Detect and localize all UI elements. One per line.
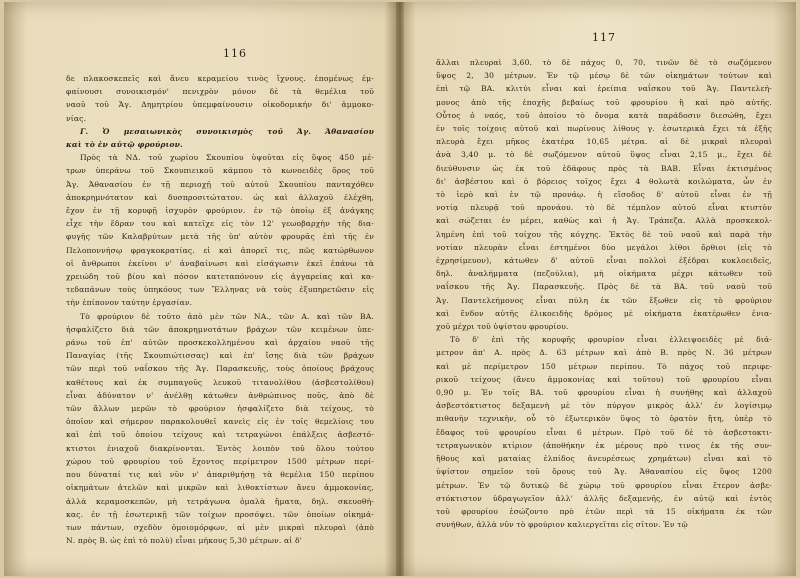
text-line: τετραγωνικὸν κτίριον (ἀποθήκην ἐκ μέρους πρὸ τινος ἐκ τῆς συν- bbox=[436, 440, 772, 450]
text-line: ἐχρησίμευον), κάτωθεν δ' αὐτοῦ εἶναι πολλοὶ ἐξέδραι κυκλοειδεῖς, bbox=[436, 256, 772, 266]
text-line: ναοῦ τοῦ Ἁγ. Δημητρίου ὑπεμφαίνουσιν οἰκοδομικήν δι' ἀμμοκο- bbox=[66, 100, 374, 110]
text-line: νοτίᾳ πλευρᾷ τοῦ προνάου. τὸ δὲ τέμπλον αὐτοῦ εἶναι κτιστὸν bbox=[436, 203, 772, 213]
text-line: ὕψος 2, 30 μέτρων. Ἐν τῷ μέσῳ δὲ τῶν οἰκημάτων τούτων καὶ bbox=[436, 71, 772, 81]
left-page bbox=[4, 2, 396, 576]
right-page-body bbox=[436, 56, 772, 531]
text-line: καθέτους καὶ ἐκ συμπαγοῦς λευκοῦ τιτανολίθου (ἀσβεστολίθου) bbox=[66, 377, 374, 387]
text-line: Οὗτος ὁ ναός, τοῦ ὁποίου τὸ ὄνομα κατὰ παράδοσιν διεσώθη, ἔχει bbox=[436, 110, 772, 120]
text-line: Γ. Ὁ μεσαιωνικὸς συνοικισμὸς τοῦ Ἁγ. Ἀθανασίου bbox=[80, 126, 374, 136]
text-line: καὶ τὸ ἐν αὐτῷ φρούριον. bbox=[66, 140, 183, 150]
text-line: ἀποκρημνότατον καὶ δυσπροσιτώτατον. ὡς καὶ ἀλλαχοῦ ἐλέχθη, bbox=[66, 192, 374, 202]
text-line: χώρου τοῦ φρουρίου τοῦ ἔχοντος περίμετρον 1500 μέτρων περί- bbox=[66, 456, 374, 466]
text-line: λημένη ἐπὶ τοῦ τοίχου τῆς κόγχης. Ἐκτὸς δὲ τοῦ ναοῦ καὶ παρὰ τὴν bbox=[436, 229, 772, 239]
text-line: τοῦ φρουρίου ἐσώζοντο πρὸ ἐτῶν περὶ τὰ 15 οἰκήματα ἐκ τῶν bbox=[436, 506, 772, 516]
text-line: νοτίαν πλευρὰν εἶναι ἐστημένοι δύο μεγάλοι λίθοι ὄρθιοι (εἰς τὸ bbox=[436, 242, 772, 252]
text-line: ἤθους καὶ ματαίας ἐλπίδος ἀνευρέσεως χρημάτων) εἶναι καὶ τὸ bbox=[436, 454, 772, 464]
text-line: συνήθων, ἀλλὰ νῦν τὸ φρούριον καλιεργεῖται εἰς σῖτον. Ἐν τῷ bbox=[436, 520, 688, 530]
text-line: ράνω τοῦ ἐπ' αὐτῶν προσκεκολλημένου καὶ ἀρχαίου ναοῦ τῆς bbox=[66, 338, 374, 348]
text-line: χρειώδη τοῦ βίου καὶ πόσον κατεταπόνουν εἰς ἀγγαρείας καὶ κα- bbox=[66, 272, 374, 282]
text-line: 0,90 μ. Ἐν τοῖς ΒΑ. τοῦ φρουρίου εἶναι ἡ συνήθης καὶ ἀλλαχοῦ bbox=[436, 388, 772, 398]
text-line: ἀσβεστόκτιστος δεξαμενὴ μὲ τὸν πύργον μικρὸς ἀλλ' ἐν λογίσιμῳ bbox=[436, 401, 772, 411]
text-line: πιθανὴν τεχνικὴν, οὗ τὸ ἐξωτερικὸν ὕψος τὸ ὁρατὸν ἤτη, ὑπὲρ τὸ bbox=[436, 414, 772, 424]
text-line: τρων ὑπεράνω τοῦ Σκουπιεικοῦ κάμπου τὸ κωνοειδὲς ὄρος τοῦ bbox=[66, 166, 374, 176]
text-line: ναΐσκου τῆς Ἁγ. Παρασκευῆς. Πρὸς δὲ τὰ ΒΑ. τοῦ ναοῦ τοῦ bbox=[436, 282, 772, 292]
text-line: στόκτιστον ὑδραγωγεῖον ἀλλ' ἀλλῆς δεξαμενῆς, ἐν αὐτῷ καὶ ἐντὸς bbox=[436, 493, 772, 503]
text-line: Ἁγ. Ἀθανασίου ἐν τῇ περιοχῇ τοῦ αὐτοῦ Σκουπίου πανταχόθεν bbox=[66, 179, 374, 189]
right-page bbox=[404, 2, 796, 576]
text-line: Τὸ δ' ἐπὶ τῆς κορυφῆς φρουρίον εἶναι ἐλλειψοειδὲς μὲ διά- bbox=[450, 335, 772, 345]
text-line: καὶ μὲ περίμετρον 150 μέτρων περίπου. Τὸ πάχος τοῦ περιφε- bbox=[436, 361, 772, 371]
text-line: που δύναταί τις καὶ νῦν ν' ἀπαριθμήσῃ τὰ θεμέλια 150 περίπου bbox=[66, 470, 374, 480]
right-page-number: 117 bbox=[592, 31, 616, 44]
open-book bbox=[4, 2, 796, 576]
text-line: διεύθυνσιν ὡς ἐκ τοῦ ἐδάφους πρὸς τὰ ΒΑΒ. Εἶναι ἐκτισμένος bbox=[436, 163, 772, 173]
text-line: φυγῆς τῶν Καλαβρύτων μετὰ τῆς ὑπ' αὐτὸν φρουρᾶς ἐπὶ τῆς ἐν bbox=[66, 232, 374, 242]
text-line: ἀλλὰ κεραμοσκεπῶν, μὴ τετράγωνα ὁμαλὰ ἤματα, δηλ. σκευοθή- bbox=[66, 496, 374, 506]
text-line: οἰκημάτων ἀτελῶν καὶ μικρῶν καὶ λιθοκτίστων ἄνευ ἀμμοκονίας, bbox=[66, 483, 374, 493]
text-line: καὶ ἔνδον αὐτῆς ἑλικοειδὴς δρόμος μὲ οἰκήματα ἑκατέρωθεν ἐνια- bbox=[436, 308, 772, 318]
text-line: τῶν περὶ τοῦ ναΐσκου τῆς Ἁγ. Παρασκευῆς, τοὺς ὁποίους βράχους bbox=[66, 364, 374, 374]
book-spine bbox=[396, 2, 404, 576]
text-line: κτιστοι ἐνιαχοῦ διακρίνονται. Ἐντὸς λοιπὸν τοῦ ὅλου τούτου bbox=[66, 443, 374, 453]
text-line: ὁποῖον καὶ σήμερον παρακολουθεῖ κανεὶς εἰς ἐν τοῖς θεμελίοις του bbox=[66, 417, 374, 427]
text-line: ἔδαφος τοῦ φρουρίου εἶναι 6 μέτρων. Πρὸ τοῦ δὲ τὸ ἀσβεστοκτι- bbox=[436, 427, 772, 437]
text-line: πλευρὰ ἔχει μῆκος ἑκατέρα 10,65 μέτρα. αἱ δὲ μικραὶ πλευραὶ bbox=[436, 137, 772, 147]
text-line: Ν. πρὸς Β. ὡς ἐπὶ τὸ πολὺ) εἶναι μήκους 5,30 μέτρων. αἱ δ' bbox=[66, 536, 302, 546]
text-line: ὑψίστον σημεῖον τοῦ ὄρους τοῦ Ἁγ. Ἀθανασίου εἰς ὕψος 1200 bbox=[436, 467, 772, 477]
text-line: καὶ σώζεται ἐν μέρει, καθὼς καὶ ἡ Ἁγ. Τράπεζα. Αλλὰ προσκεκολ- bbox=[436, 216, 772, 226]
text-line: ἐν τοῖς τοίχοις αὐτοῦ καὶ πωρίνους λίθους γ. ἐσωτερικὰ ἔχει τὰ ἐξῆς bbox=[436, 124, 772, 134]
text-line: τῶν ἄλλων μερῶν τὸ φρούριον ἠσφαλίζετο διὰ τείχους, τὸ bbox=[66, 404, 374, 414]
text-line: καὶ ἐπὶ τοῦ ὁποίου τείχους καὶ τετραγώνοι ἐπάλξεις ἀσβεστό- bbox=[66, 430, 374, 440]
text-line: μέτρων. Ἐν τῷ δυτικῷ δὲ χώρῳ τοῦ φρουρίου εἶναι ἕτερον ἀσβε- bbox=[436, 480, 772, 490]
text-line: φαίνουσι συνοικισμόν' πενιχρὸν μόνον δὲ τὰ θεμέλια τοῦ bbox=[66, 87, 374, 97]
text-line: ἔχον ἐν τῇ κορυφῇ ἰσχυρὸν φρούριον. ἐν τῷ ὁποίῳ ἐξ ἀνάγκης bbox=[66, 206, 374, 216]
text-line: τὴν ἐπίπονον ταύτην ἐργασίαν. bbox=[66, 298, 193, 308]
text-line: των πάντων, σχεδὸν ὁμοιομόρφων, αἱ μὲν μικραὶ πλευραὶ (ἀπὸ bbox=[66, 522, 374, 532]
text-line: Τὸ φρούριον δὲ τοῦτο ἀπὸ μὲν τῶν ΝΑ., τῶν Α. καὶ τῶν ΒΑ. bbox=[80, 311, 374, 321]
text-line: οἱ ἄνθρωποι ἐκεῖνοι ν' ἀναβαίνωσι καὶ εἰσάγωσιν ἐκεῖ ἐπάνω τὰ bbox=[66, 258, 374, 268]
left-page-number: 116 bbox=[223, 47, 247, 60]
left-page-body bbox=[66, 72, 374, 547]
text-line: κας. ἐν τῇ ἐσωτερικῇ τῶν τοίχων προσόψει. τῶν ὁποίων οἰκημά- bbox=[66, 509, 374, 519]
text-line: δηλ. ἀναλήμματα (πεζούλια), μὴ οἰκήματα μέχρι κάτωθεν τοῦ bbox=[436, 269, 772, 279]
text-line: δι' ἀσβέστου καὶ ὁ βόρειος τοῖχος ἔχει 4 θολωτὰ κοιλώματα, ὧν ἐν bbox=[436, 176, 772, 186]
text-line: τεδαπάνων τοὺς ὑπηκόους των Ἕλληνας νὰ τοὺς ἐξυπηρετῶσιν εἰς bbox=[66, 285, 374, 295]
text-line: μονος ἀπὸ τῆς ἐποχῆς βεβαίως τοῦ φρουρίου ἢ καὶ πρὸ αὐτῆς. bbox=[436, 97, 772, 107]
text-line: μετρον ἀπ' Α. πρὸς Δ. 63 μέτρων καὶ ἀπὸ Β. πρὸς Ν. 36 μέτρων bbox=[436, 348, 772, 358]
text-line: χοῦ μέχρι τοῦ ὑψίστου φρουρίου. bbox=[436, 322, 569, 332]
text-line: εἶχε τὴν ἕδραν του καὶ κατεῖχε εἰς τὸν 12' γεωοβαρχὴν τῆς δια- bbox=[66, 219, 374, 229]
text-line: ρικοῦ τείχους (ἄνευ ἀμμοκονίας καὶ τοῦτου) τοῦ φρουρίου εἶναι bbox=[436, 374, 772, 384]
text-line: Πρὸς τὰ ΝΔ. τοῦ χωρίου Σκουπίου ὑψοῦται εἰς ὕψος 450 μέ- bbox=[80, 153, 374, 163]
text-line: Πελοποννήσῳ φραγκοκρατίας. εἰ καὶ ἀπορεῖ τις, πῶς κατώρθωνον bbox=[66, 245, 374, 255]
text-line: ἐπὶ τῷ ΒΑ. κλιτύι εἶναι καὶ ἐρείπια ναΐσκου τοῦ Ἁγ. Παντελεή- bbox=[436, 84, 772, 94]
text-line: δε πλακοσκεπεῖς καὶ ἄνευ κεραμείου τινὸς ἴχνους. ἐπομένως ἐμ- bbox=[66, 74, 374, 83]
text-line: ἄλλαι πλευραὶ 3,60. τὸ δὲ πάχος 0, 70, τινῶν δὲ τὸ σωζόμενον bbox=[436, 58, 772, 67]
text-line: τὸ ἱερὸ καὶ ἐν τῷ προνάῳ. ἡ εἴσοδος δ' αὐτοῦ εἶναι ἐν τῇ bbox=[436, 190, 772, 200]
text-line: εἶναι ἀδύνατον ν' ἀνέλθῃ κάτωθεν ἀνθρώπινος ποῦς, ἀπὸ δὲ bbox=[66, 390, 374, 400]
text-line: νίας. bbox=[66, 113, 87, 123]
text-line: Παναγίας (τῆς Σκουπιώτισσας) καὶ ἐπ' ἴσης διὰ τῶν βράχων bbox=[66, 351, 374, 361]
text-line: Ἁγ. Παντελεήμονος εἶναι πύλη ἐκ τῶν ἔξωθεν εἰς τὸ φρούριον bbox=[436, 295, 772, 305]
text-line: ἠσφαλίζετο διὰ τῶν ἀποκρημνοτάτων βράχων τῶν κειμένων ὑπε- bbox=[66, 324, 374, 334]
text-line: ἀνὰ 3,40 μ. τὸ δὲ σωζόμενον αὐτοῦ ὕψος εἶναι 2,15 μ., ἔχει δὲ bbox=[436, 150, 772, 160]
